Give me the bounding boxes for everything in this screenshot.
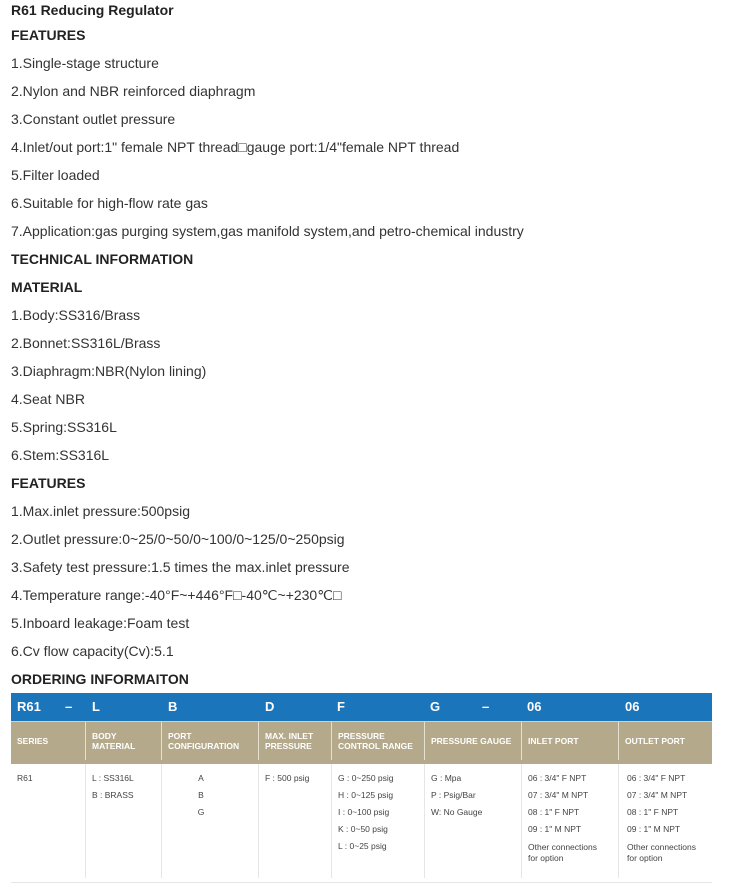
code-inlet-port: 06 [527, 699, 542, 714]
ordering-heading: ORDERING INFORMAITON [11, 671, 189, 687]
option-item: R61 [17, 773, 33, 783]
col-series [11, 764, 85, 878]
col-pressure-gauge [424, 764, 521, 878]
feature-item: 3.Safety test pressure:1.5 times the max.inlet pressure [11, 559, 350, 575]
material-item: 3.Diaphragm:NBR(Nylon lining) [11, 363, 207, 379]
code-max-inlet: D [265, 699, 275, 714]
option-note: Other connections for option [528, 842, 597, 863]
col-port-configuration [161, 764, 258, 878]
header-series: SERIES [17, 736, 49, 746]
option-item: H : 0~125 psig [338, 790, 394, 800]
material-item: 6.Stem:SS316L [11, 447, 110, 463]
col-outlet-port [618, 764, 712, 878]
option-item: 06 : 3/4" F NPT [627, 773, 686, 783]
option-item: W: No Gauge [431, 807, 483, 817]
technical-information-heading: TECHNICAL INFORMATION [11, 251, 194, 267]
feature-item: 4.Inlet/out port:1" female NPT thread□gauge port:1/4"female NPT thread [11, 139, 460, 155]
page-title: R61 Reducing Regulator [11, 2, 174, 18]
feature-item: 4.Temperature range:-40°F~+446°F□-40℃~+230℃□ [11, 587, 342, 603]
features-heading-2: FEATURES [11, 475, 86, 491]
feature-item: 5.Inboard leakage:Foam test [11, 615, 190, 631]
ordering-body-row [11, 760, 712, 883]
code-series: R61 [17, 699, 41, 714]
feature-item: 2.Nylon and NBR reinforced diaphragm [11, 83, 256, 99]
option-item: 07 : 3/4" M NPT [528, 790, 589, 800]
header-pressure-gauge: PRESSURE GAUGE [424, 722, 521, 760]
header-max-inlet-pressure: MAX. INLET PRESSURE [258, 722, 331, 760]
code-outlet-port: 06 [625, 699, 640, 714]
material-heading: MATERIAL [11, 279, 83, 295]
header-inlet-port: INLET PORT [521, 722, 618, 760]
feature-item: 6.Suitable for high-flow rate gas [11, 195, 208, 211]
option-item: B : BRASS [92, 790, 134, 800]
option-item: 06 : 3/4" F NPT [528, 773, 587, 783]
material-item: 4.Seat NBR [11, 391, 85, 407]
feature-item: 6.Cv flow capacity(Cv):5.1 [11, 643, 174, 659]
header-port-configuration: PORT CONFIGURATION [161, 722, 258, 760]
option-item: 09 : 1" M NPT [528, 824, 582, 834]
ordering-table [11, 693, 712, 883]
code-pressure-range: F [337, 699, 345, 714]
spec-document [11, 21, 726, 693]
code-dash: – [482, 699, 490, 714]
header-outlet-port: OUTLET PORT [618, 722, 712, 760]
option-item: 08 : 1" F NPT [528, 807, 580, 817]
feature-item: 5.Filter loaded [11, 167, 100, 183]
feature-item: 7.Application:gas purging system,gas manifold system,and petro-chemical industry [11, 223, 524, 239]
code-port: B [168, 699, 178, 714]
option-item: F : 500 psig [265, 773, 310, 783]
material-item: 1.Body:SS316/Brass [11, 307, 141, 323]
option-item: P : Psig/Bar [431, 790, 476, 800]
material-item: 2.Bonnet:SS316L/Brass [11, 335, 161, 351]
option-item: L : 0~25 psig [338, 841, 387, 851]
option-item: G : Mpa [431, 773, 462, 783]
option-item: A [198, 773, 204, 783]
col-body-material [85, 764, 161, 878]
feature-item: 1.Single-stage structure [11, 55, 159, 71]
col-max-inlet-pressure [258, 764, 331, 878]
material-item: 5.Spring:SS316L [11, 419, 117, 435]
option-item: L : SS316L [92, 773, 134, 783]
option-item: B [198, 790, 204, 800]
code-dash: – [65, 699, 73, 714]
feature-item: 3.Constant outlet pressure [11, 111, 176, 127]
option-note: Other connections for option [627, 842, 696, 863]
option-item: G : 0~250 psig [338, 773, 394, 783]
ordering-header-row [11, 721, 712, 760]
option-item: 09 : 1" M NPT [627, 824, 681, 834]
option-item: 08 : 1" F NPT [627, 807, 679, 817]
option-item: I : 0~100 psig [338, 807, 390, 817]
col-inlet-port [521, 764, 618, 878]
col-pressure-control-range [331, 764, 424, 878]
header-body-material: BODY MATERIAL [85, 722, 161, 760]
option-item: K : 0~50 psig [338, 824, 388, 834]
code-gauge: G [430, 699, 441, 714]
features-heading: FEATURES [11, 27, 86, 43]
option-item: 07 : 3/4" M NPT [627, 790, 688, 800]
header-pressure-control-range: PRESSURE CONTROL RANGE [331, 722, 424, 760]
code-body: L [92, 699, 100, 714]
feature-item: 1.Max.inlet pressure:500psig [11, 503, 190, 519]
option-item: G [197, 807, 205, 817]
ordering-code-row [11, 693, 712, 721]
feature-item: 2.Outlet pressure:0~25/0~50/0~100/0~125/0~250psig [11, 531, 345, 547]
